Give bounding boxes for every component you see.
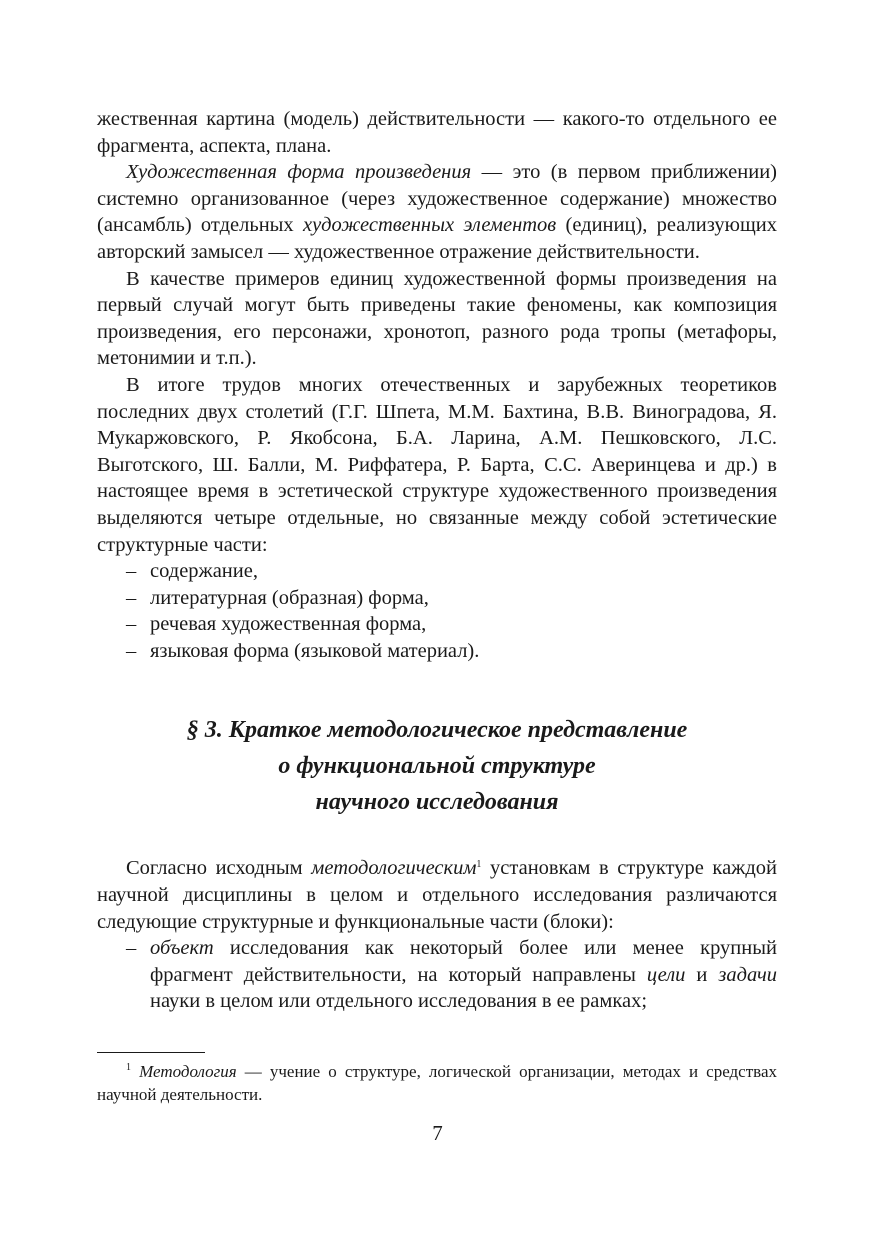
footnote-reference[interactable]: 1 bbox=[476, 859, 482, 871]
page-number: 7 bbox=[432, 1121, 443, 1145]
list-item-text: содержание, bbox=[150, 560, 258, 583]
list-item-text-c: науки в целом или отдельного исследования в ее рамках; bbox=[150, 990, 648, 1013]
list-item-text-a: исследования как некоторый более или менее крупный фрагмент действительности, на который направлены bbox=[150, 937, 777, 986]
term-tasks: задачи bbox=[718, 963, 777, 986]
term-methodological: методологическим bbox=[311, 857, 477, 880]
list-item bbox=[97, 585, 777, 612]
section-heading-line-3: научного исследования bbox=[315, 789, 559, 816]
term-object: объект bbox=[150, 937, 214, 960]
term-goals: цели bbox=[646, 963, 686, 986]
section-heading bbox=[97, 712, 777, 820]
term-artistic-form: Художественная форма произведения bbox=[126, 161, 472, 184]
list-item bbox=[97, 558, 777, 585]
list-item-text: языковая форма (языковой материал). bbox=[150, 639, 480, 662]
footnote-divider bbox=[97, 1052, 205, 1053]
paragraph-5-text-a: Согласно исходным bbox=[126, 857, 312, 880]
paragraph-5-text-b: установкам в структуре каждой научной дисциплины в целом и отдельного исследования различаются следующие структурные и функциональные части (блоки): bbox=[97, 857, 777, 933]
paragraph-2-text-a: — это (в первом приближении) системно организованное (через художественное содержание) множество (ансамбль) отдельных bbox=[97, 161, 778, 237]
page-body bbox=[97, 106, 777, 1015]
footnote-term: Методология bbox=[139, 1062, 237, 1081]
list-dash: – bbox=[126, 937, 137, 960]
list-item bbox=[97, 935, 777, 1015]
list-item bbox=[97, 638, 777, 665]
section-heading-line-2: о функциональной структуре bbox=[278, 753, 596, 780]
paragraph-1: жественная картина (модель) действительности — какого-то отдельного ее фрагмента, аспекта, плана. bbox=[97, 108, 777, 157]
paragraph-4: В итоге трудов многих отечественных и зарубежных теоретиков последних двух столетий (Г.Г. Шпета, М.М. Бахтина, В.В. Виноградова, Я. Мукаржовского, Р. Якобсона, Б.А. Ларина, А.М. Пешковского, Л.С. Выготского, Ш. Балли, М. Риффатера, Р. Барта, С.С. Аверинцева и др.) в настоящее время в эстетической структуре художественного произведения выделяются четыре отдельные, но связанные между собой эстетические структурные части: bbox=[97, 373, 777, 556]
list-item-text: литературная (образная) форма, bbox=[150, 586, 429, 609]
term-artistic-elements: художественных элементов bbox=[302, 214, 557, 237]
footnote-mark: 1 bbox=[126, 1062, 131, 1073]
footnote bbox=[97, 1060, 777, 1106]
section-heading-line-1: § 3. Краткое методологическое представление bbox=[186, 717, 688, 744]
paragraph-5 bbox=[97, 855, 777, 935]
functional-parts-list bbox=[97, 935, 777, 1015]
list-dash: – bbox=[126, 639, 137, 662]
list-dash: – bbox=[126, 560, 137, 583]
paragraph-2-text-b: (единиц), реализующих авторский замысел — художественное отражение действительности. bbox=[97, 214, 777, 263]
list-dash: – bbox=[126, 586, 137, 609]
list-item-text: речевая художественная форма, bbox=[150, 613, 427, 636]
structure-parts-list bbox=[97, 558, 777, 664]
list-item-text-b: и bbox=[685, 963, 719, 986]
list-dash: – bbox=[126, 613, 137, 636]
list-item bbox=[97, 611, 777, 638]
paragraph-3: В качестве примеров единиц художественной формы произведения на первый случай могут быть приведены такие феномены, как композиция произведения, его персонажи, хронотоп, разного рода тропы (метафоры, метонимии и т.п.). bbox=[97, 267, 777, 370]
paragraph-2 bbox=[97, 159, 777, 265]
footnote-text: — учение о структуре, логической организации, методах и средствах научной деятельности. bbox=[97, 1062, 778, 1104]
